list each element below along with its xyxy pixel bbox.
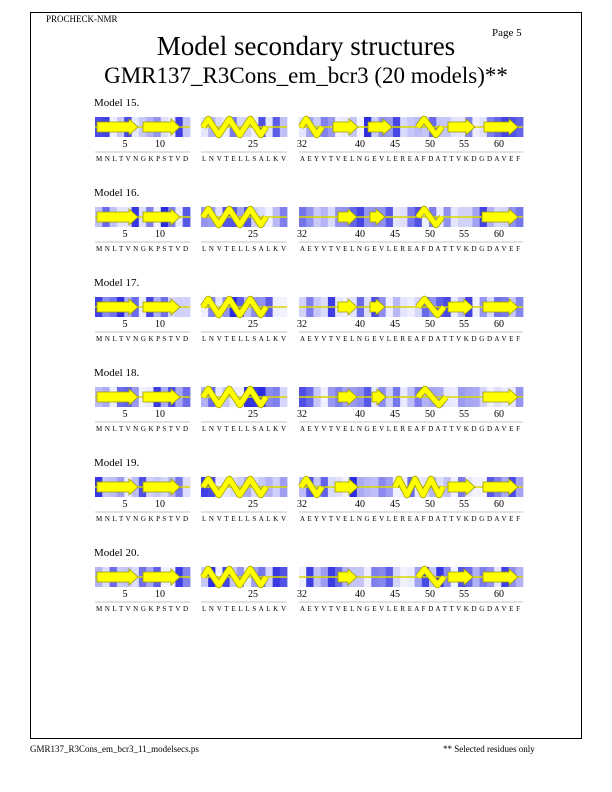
sequence-text: L N V T E L L S A L K V xyxy=(202,425,286,433)
segment-3 xyxy=(297,567,523,613)
residue-number: 55 xyxy=(459,589,469,600)
residue-number: 32 xyxy=(297,499,307,510)
sequence-text: M N L T V N G K P S T V D xyxy=(96,515,188,523)
sequence-text: L N V T E L L S A L K V xyxy=(202,245,286,253)
sequence-text: A E Y V T V E L N G E V L E R E A F D A T T V K D G D A V E F xyxy=(300,425,520,433)
structure-strip xyxy=(0,295,612,353)
segment-2 xyxy=(201,567,287,613)
sequence-text: L N V T E L L S A L K V xyxy=(202,605,286,613)
program-name: PROCHECK-NMR xyxy=(46,14,118,24)
segment-3 xyxy=(297,477,523,523)
residue-number: 40 xyxy=(355,589,365,600)
residue-number: 45 xyxy=(390,229,400,240)
residue-number: 5 xyxy=(122,499,128,510)
structure-strip xyxy=(0,475,612,533)
segment-3 xyxy=(297,117,523,163)
model-label: Model 16. xyxy=(94,187,140,199)
residue-number: 50 xyxy=(425,499,435,510)
model-label: Model 19. xyxy=(94,457,140,469)
residue-number: 25 xyxy=(248,499,258,510)
residue-number: 10 xyxy=(155,409,165,420)
segment-2 xyxy=(201,207,287,253)
segment-1 xyxy=(95,477,190,523)
residue-number: 50 xyxy=(425,139,435,150)
residue-number: 60 xyxy=(494,139,504,150)
residue-number: 40 xyxy=(355,409,365,420)
segment-1 xyxy=(95,387,190,433)
residue-number: 32 xyxy=(297,589,307,600)
residue-number: 32 xyxy=(297,409,307,420)
segment-3 xyxy=(297,297,523,343)
segment-1 xyxy=(95,117,190,163)
residue-number: 55 xyxy=(459,409,469,420)
page-number: Page 5 xyxy=(492,27,522,39)
residue-number: 10 xyxy=(155,319,165,330)
model-label: Model 17. xyxy=(94,277,140,289)
sequence-text: L N V T E L L S A L K V xyxy=(202,155,286,163)
residue-number: 50 xyxy=(425,229,435,240)
residue-number: 55 xyxy=(459,499,469,510)
residue-number: 5 xyxy=(122,229,128,240)
model-label: Model 15. xyxy=(94,97,140,109)
residue-number: 40 xyxy=(355,319,365,330)
sequence-text: A E Y V T V E L N G E V L E R E A F D A T T V K D G D A V E F xyxy=(300,155,520,163)
segment-3 xyxy=(297,207,523,253)
residue-number: 5 xyxy=(122,589,128,600)
segment-1 xyxy=(95,297,190,343)
sequence-text: A E Y V T V E L N G E V L E R E A F D A T T V K D G D A V E F xyxy=(300,515,520,523)
residue-number: 5 xyxy=(122,139,128,150)
sequence-text: A E Y V T V E L N G E V L E R E A F D A T T V K D G D A V E F xyxy=(300,605,520,613)
residue-number: 40 xyxy=(355,229,365,240)
segment-2 xyxy=(201,117,287,163)
segment-3 xyxy=(297,387,523,433)
residue-number: 55 xyxy=(459,229,469,240)
residue-number: 45 xyxy=(390,409,400,420)
sequence-text: A E Y V T V E L N G E V L E R E A F D A T T V K D G D A V E F xyxy=(300,245,520,253)
residue-number: 40 xyxy=(355,139,365,150)
sequence-text: L N V T E L L S A L K V xyxy=(202,515,286,523)
residue-number: 55 xyxy=(459,319,469,330)
model-label: Model 18. xyxy=(94,367,140,379)
residue-number: 32 xyxy=(297,319,307,330)
residue-number: 50 xyxy=(425,409,435,420)
segment-2 xyxy=(201,297,287,343)
sequence-text: M N L T V N G K P S T V D xyxy=(96,245,188,253)
residue-number: 10 xyxy=(155,139,165,150)
segment-1 xyxy=(95,207,190,253)
footer-note: ** Selected residues only xyxy=(443,744,535,754)
residue-number: 45 xyxy=(390,139,400,150)
residue-number: 60 xyxy=(494,499,504,510)
residue-number: 10 xyxy=(155,499,165,510)
residue-number: 40 xyxy=(355,499,365,510)
residue-number: 60 xyxy=(494,409,504,420)
sequence-text: M N L T V N G K P S T V D xyxy=(96,605,188,613)
residue-number: 60 xyxy=(494,589,504,600)
model-label: Model 20. xyxy=(94,547,140,559)
residue-number: 25 xyxy=(248,139,258,150)
residue-number: 50 xyxy=(425,589,435,600)
structure-strip xyxy=(0,205,612,263)
sequence-text: M N L T V N G K P S T V D xyxy=(96,155,188,163)
structure-strip xyxy=(0,115,612,173)
residue-number: 45 xyxy=(390,499,400,510)
sequence-text: M N L T V N G K P S T V D xyxy=(96,335,188,343)
residue-number: 5 xyxy=(122,409,128,420)
residue-number: 10 xyxy=(155,589,165,600)
residue-number: 32 xyxy=(297,229,307,240)
residue-number: 55 xyxy=(459,139,469,150)
residue-number: 5 xyxy=(122,319,128,330)
segment-2 xyxy=(201,387,287,433)
sequence-text: L N V T E L L S A L K V xyxy=(202,335,286,343)
residue-number: 60 xyxy=(494,319,504,330)
residue-number: 45 xyxy=(390,319,400,330)
sequence-text: M N L T V N G K P S T V D xyxy=(96,425,188,433)
segment-2 xyxy=(201,477,287,523)
residue-number: 25 xyxy=(248,589,258,600)
segment-1 xyxy=(95,567,190,613)
residue-number: 10 xyxy=(155,229,165,240)
page-subtitle: GMR137_R3Cons_em_bcr3 (20 models)** xyxy=(104,63,508,88)
structure-strip xyxy=(0,565,612,623)
sequence-text: A E Y V T V E L N G E V L E R E A F D A T T V K D G D A V E F xyxy=(300,335,520,343)
residue-number: 50 xyxy=(425,319,435,330)
residue-number: 60 xyxy=(494,229,504,240)
page-title: Model secondary structures xyxy=(156,31,456,61)
residue-number: 25 xyxy=(248,319,258,330)
structure-strip xyxy=(0,385,612,443)
residue-number: 45 xyxy=(390,589,400,600)
footer-filename: GMR137_R3Cons_em_bcr3_11_modelsecs.ps xyxy=(30,744,199,754)
residue-number: 32 xyxy=(297,139,307,150)
residue-number: 25 xyxy=(248,229,258,240)
residue-number: 25 xyxy=(248,409,258,420)
